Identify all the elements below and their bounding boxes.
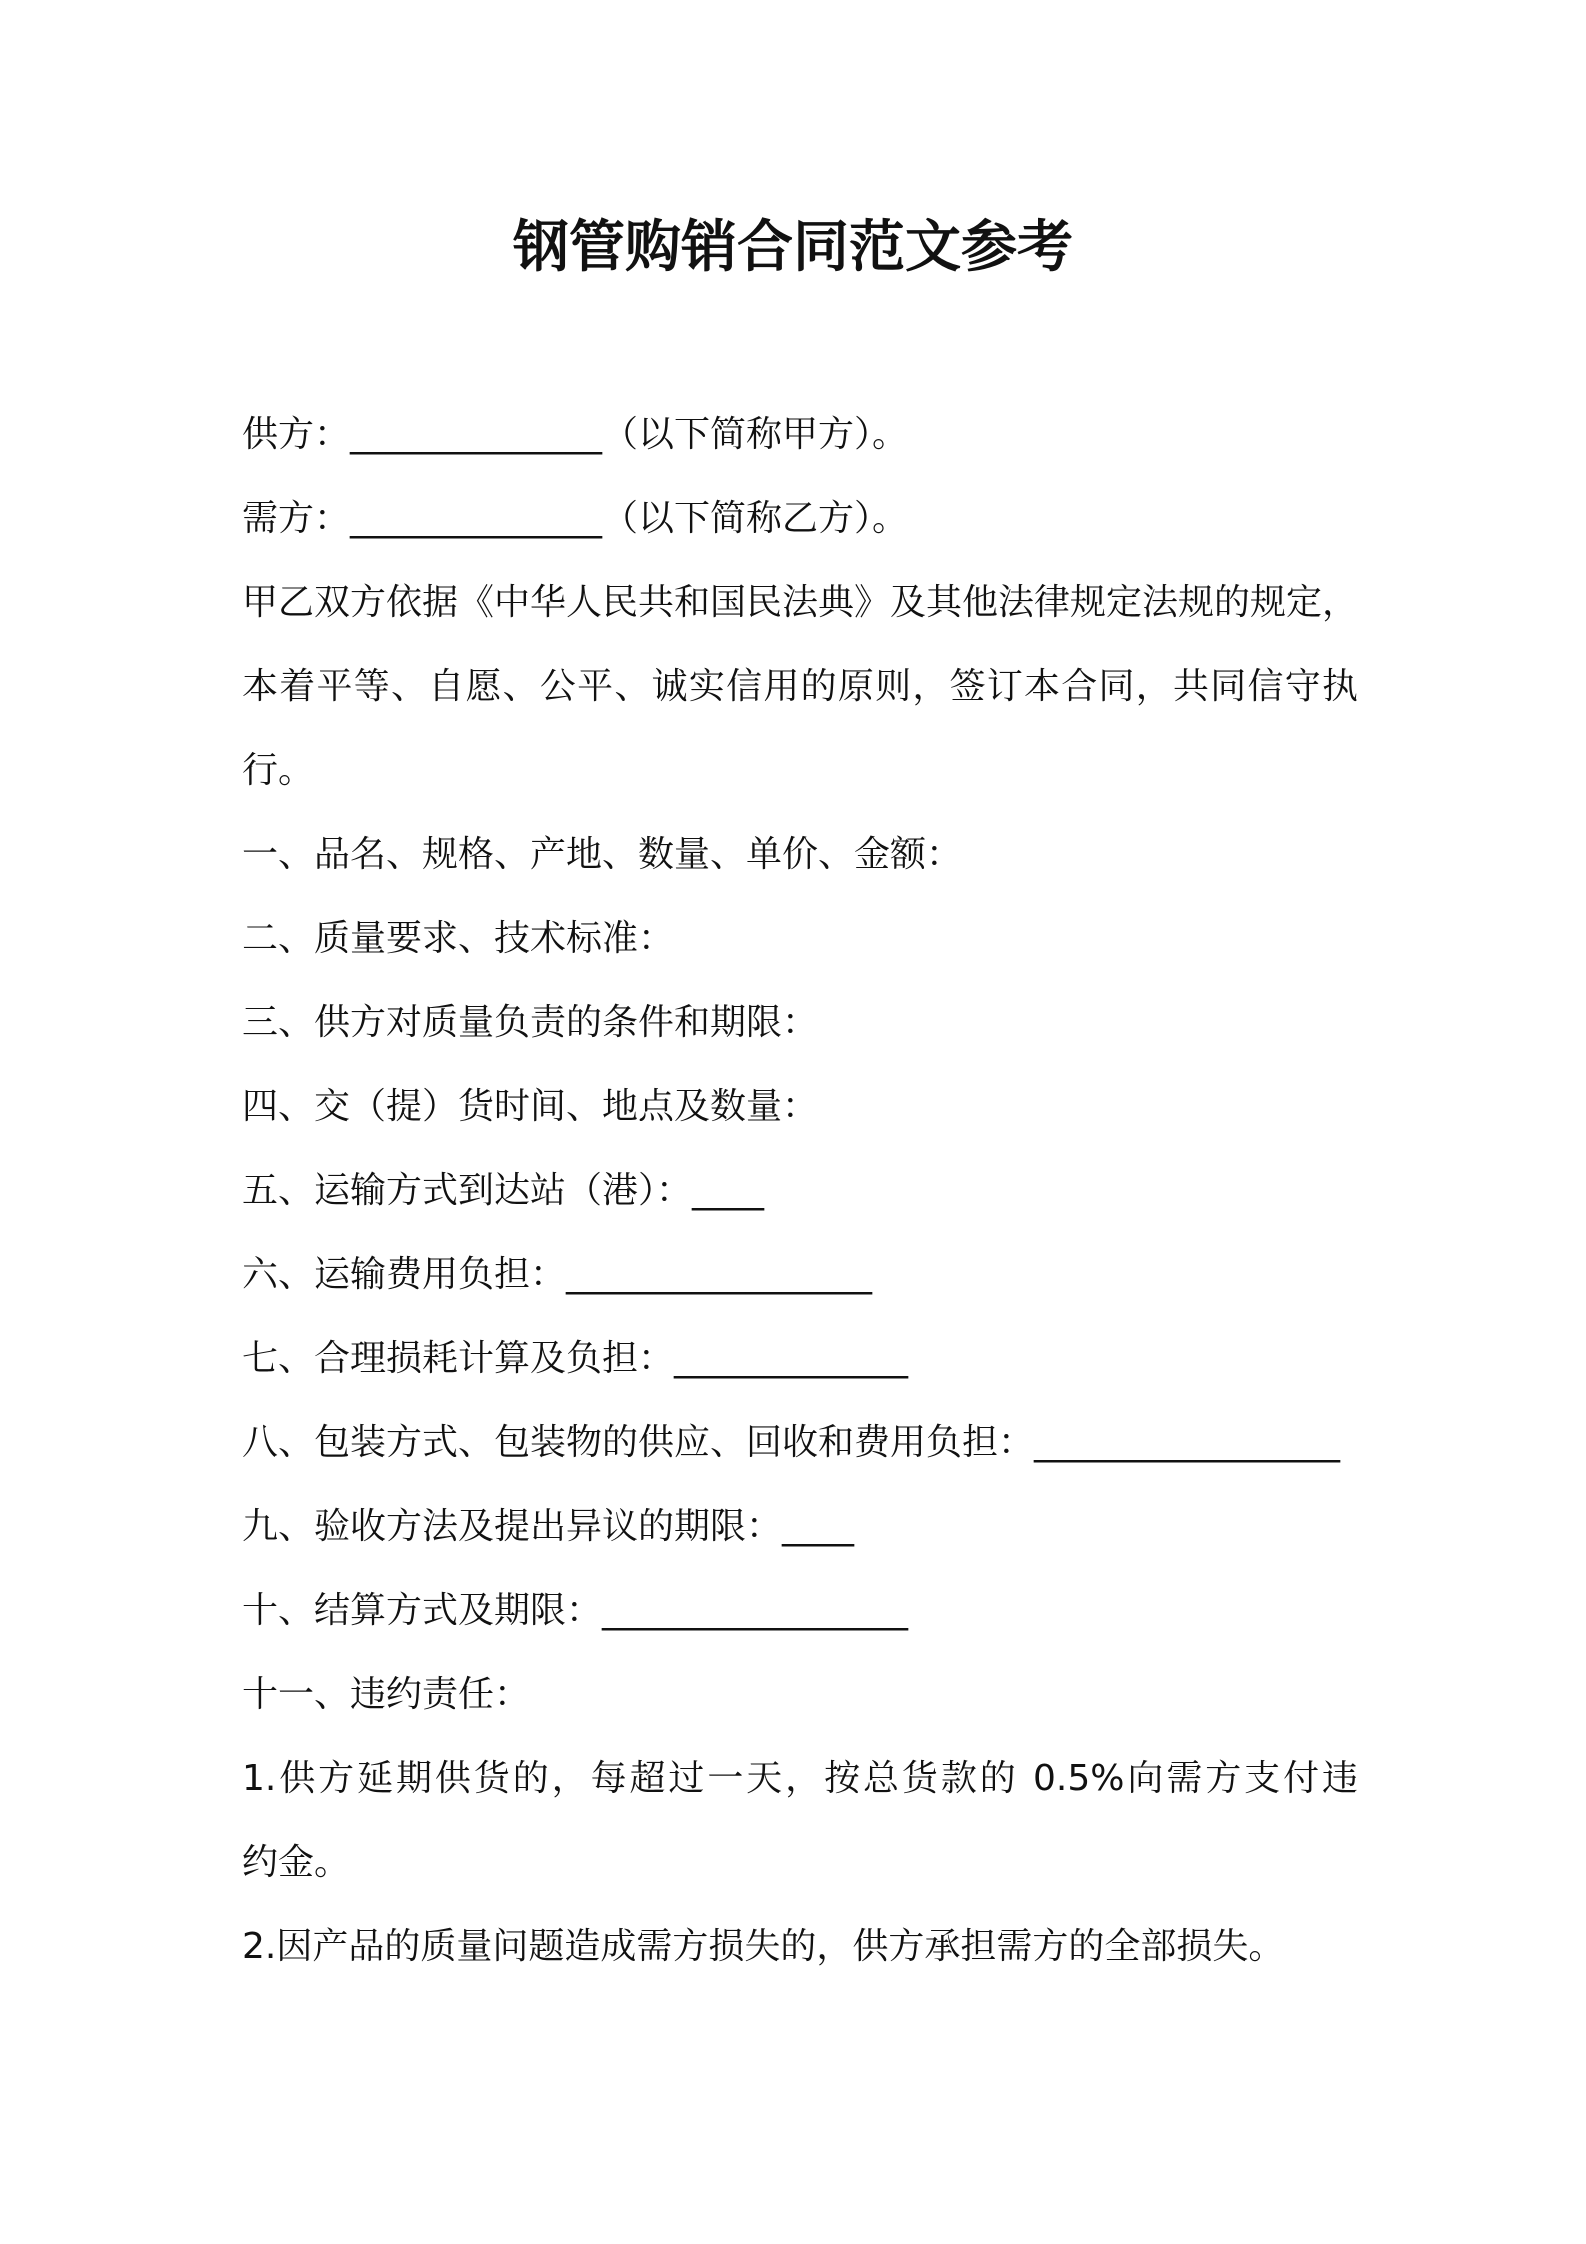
clause-1-heading: 一、品名、规格、产地、数量、单价、金额：: [242, 834, 963, 875]
preamble-line: 行。: [242, 750, 315, 791]
preamble-line: 本着平等、自愿、公平、诚实信用的原则，签订本合同，共同信守执: [242, 666, 1358, 707]
document-title: 钢管购销合同范文参考: [513, 215, 1073, 280]
clause-6-heading: 六、运输费用负担：_________________: [242, 1254, 873, 1295]
clause-11-heading: 十一、违约责任：: [242, 1674, 531, 1715]
clause-9-heading: 九、验收方法及提出异议的期限：____: [242, 1506, 855, 1547]
liability-item: [242, 1737, 1358, 1905]
clause-8-heading: 八、包装方式、包装物的供应、回收和费用负担：_________________: [242, 1422, 1341, 1463]
liability-item-line: 2.因产品的质量问题造成需方损失的，供方承担需方的全部损失。: [242, 1926, 1285, 1967]
clause-5-heading: 五、运输方式到达站（港）：____: [242, 1170, 765, 1211]
clause-3-heading: 三、供方对质量负责的条件和期限：: [242, 1002, 819, 1043]
clause-4-heading: 四、交（提）货时间、地点及数量：: [242, 1086, 819, 1127]
clause-7-heading: 七、合理损耗计算及负担：_____________: [242, 1338, 909, 1379]
liability-list: [242, 1737, 1358, 1989]
supplier-line: 供方：______________（以下简称甲方）。: [242, 414, 909, 455]
clause-10-heading: 十、结算方式及期限：_________________: [242, 1590, 909, 1631]
liability-item-line: 约金。: [242, 1842, 351, 1883]
clause-list: [242, 813, 1358, 1737]
buyer-line: 需方：______________（以下简称乙方）。: [242, 498, 909, 539]
preamble-paragraph: [242, 561, 1358, 813]
liability-item: [242, 1905, 1358, 1989]
preamble-line: 甲乙双方依据《中华人民共和国民法典》及其他法律规定法规的规定，: [242, 582, 1359, 623]
clause-2-heading: 二、质量要求、技术标准：: [242, 918, 675, 959]
liability-item-line: 1.供方延期供货的，每超过一天，按总货款的 0.5%向需方支付违: [242, 1758, 1358, 1799]
document-body: [242, 393, 1358, 1989]
